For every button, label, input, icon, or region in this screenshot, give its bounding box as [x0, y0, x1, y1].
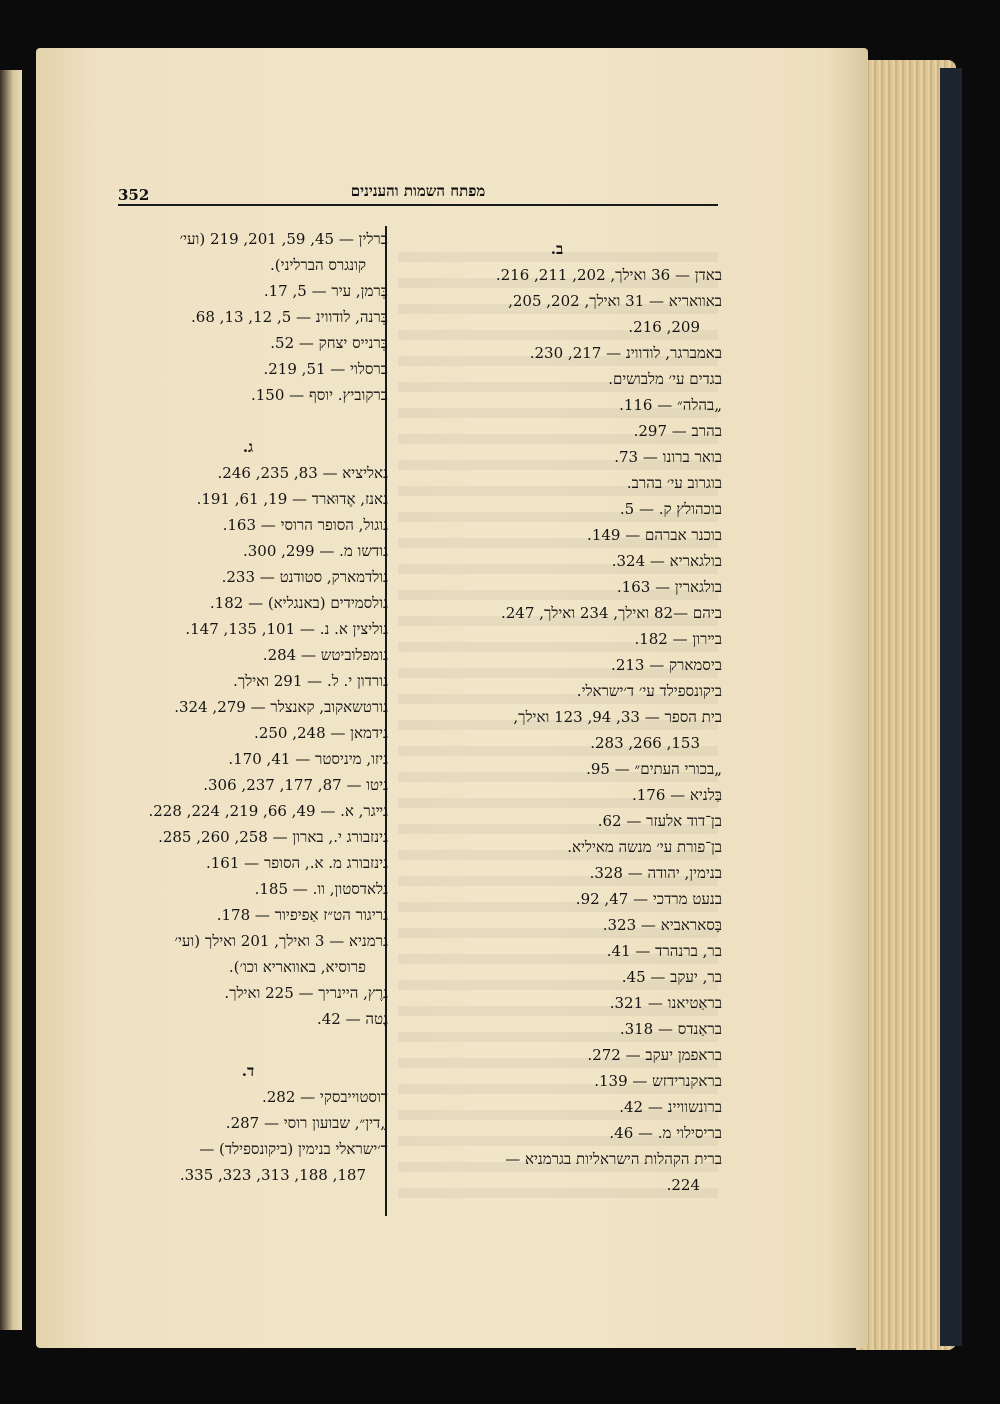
- index-entry: בײרון — 182.: [634, 630, 722, 648]
- index-entry: דוסטוייבסקי — 282.: [261, 1088, 388, 1106]
- index-entry: גרֶץ, היינריך — 225 ואילך.: [224, 984, 388, 1002]
- section-letter-gimel: ג.: [242, 438, 254, 456]
- index-entry: בנימין, יהודה — 328.: [589, 864, 722, 882]
- book-cover: [940, 68, 962, 1346]
- index-entry: „דין״, שבועון רוסי — 287.: [225, 1114, 388, 1132]
- index-entry: גולדמארק, סטודנט — 233.: [221, 568, 388, 586]
- left-top-entries: [108, 226, 388, 408]
- index-entry: בן־פורת עי׳ מנשה מאיליא.: [567, 838, 722, 856]
- index-entry: בגדים עי׳ מלבושים.: [608, 370, 722, 388]
- index-entry: בהרב — 297.: [633, 422, 722, 440]
- index-entry: קונגרס הברליני).: [270, 256, 366, 274]
- index-entry: בריסילוי מ. — 46.: [609, 1124, 722, 1142]
- header-rule: [118, 204, 718, 206]
- index-entry: בולגארין — 163.: [616, 578, 722, 596]
- index-entry: „בכורי העתים״ — 95.: [586, 760, 722, 778]
- index-entry: גיזו, מיניסטר — 41, 170.: [228, 750, 388, 768]
- index-entry: ד׳ישראלי בנימין (ביקונספילד) —: [199, 1140, 388, 1158]
- section-letter-dalet: ד.: [241, 1062, 255, 1080]
- index-entry: באמברגר, לודווינ — 217, 230.: [529, 344, 722, 362]
- index-entry: גוליצין א. נ. — 101, 135, 147.: [185, 620, 388, 638]
- index-entry: בראַנדס — 318.: [619, 1020, 722, 1038]
- index-entry: גיטו — 87, 177, 237, 306.: [203, 776, 388, 794]
- index-entry: בראפמן יעקב — 272.: [587, 1046, 722, 1064]
- running-title: מפתח השמות והענינים: [350, 182, 486, 200]
- index-entry: גודשו מ. — 299, 300.: [242, 542, 388, 560]
- left-page-edge: [0, 70, 22, 1330]
- index-entry: ברקוביץ. יוסף — 150.: [250, 386, 388, 404]
- index-entry: גולסמידים (באנגליא) — 182.: [209, 594, 388, 612]
- index-entry: ביסמארק — 213.: [611, 656, 722, 674]
- index-entry: גינזבורג י., בארון — 258, 260, 285.: [158, 828, 388, 846]
- index-entry: גורטשאקוב, קאנצלר — 279, 324.: [174, 698, 388, 716]
- index-entry: גריגור הט״ז אַפיפיור — 178.: [216, 906, 388, 924]
- index-entry: בולגאריא — 324.: [611, 552, 722, 570]
- index-entry: ברסלוי — 51, 219.: [263, 360, 388, 378]
- index-entry: ברית הקהלות הישראליות בגרמניא —: [505, 1150, 722, 1168]
- index-entry: בר, יעקב — 45.: [621, 968, 722, 986]
- index-entry: גורדון י. ל. — 291 ואילך.: [233, 672, 388, 690]
- index-entry: בְּרנה, לודווינ — 5, 12, 13, 68.: [191, 308, 388, 326]
- right-entries: [392, 262, 722, 1198]
- index-entry: 209, 216.: [628, 318, 700, 336]
- index-entry: בית הספר — 33, 94, 123 ואילך,: [513, 708, 722, 726]
- index-entry: פרוסיא, באוואריא וכו׳).: [228, 958, 366, 976]
- index-entry: בראקנרידזש — 139.: [594, 1072, 722, 1090]
- index-entry: 187, 188, 313, 323, 335.: [179, 1166, 366, 1184]
- index-entry: באדן — 36 ואילך, 202, 211, 216.: [495, 266, 722, 284]
- index-entry: בנעט מרדכי — 47, 92.: [575, 890, 722, 908]
- index-entry: באוואריא — 31 ואילך, 202, 205,: [508, 292, 722, 310]
- index-entry: גינזבורג מ. א., הסופר — 161.: [205, 854, 388, 872]
- gimel-entries: [108, 460, 388, 1032]
- index-entry: בְּרמן, עיר — 5, 17.: [263, 282, 388, 300]
- index-entry: בְּרנייס יצחק — 52.: [270, 334, 388, 352]
- index-entry: גֶטה — 42.: [316, 1010, 388, 1028]
- index-entry: גײגר, א. — 49, 66, 219, 224, 228.: [148, 802, 388, 820]
- index-entry: גלאדסטון, וו. — 185.: [254, 880, 388, 898]
- index-entry: ביהם —82 ואילך, 234 ואילך, 247.: [500, 604, 722, 622]
- index-entry: גוגול, הסופר הרוסי — 163.: [222, 516, 388, 534]
- index-entry: גידמאן — 248, 250.: [254, 724, 388, 742]
- index-entry: בוכהולץ ק. — 5.: [619, 500, 722, 518]
- index-entry: גרמניא — 3 ואילך, 201 ואילך (ועי׳: [174, 932, 388, 950]
- page-number: 352: [118, 186, 150, 204]
- index-entry: 224.: [666, 1176, 700, 1194]
- right-column: [392, 236, 722, 1198]
- index-entry: בראַטיאנו — 321.: [609, 994, 722, 1012]
- index-entry: 153, 266, 283.: [590, 734, 700, 752]
- index-entry: בואר ברונו — 73.: [614, 448, 722, 466]
- index-entry: ברלין — 45, 59, 201, 219 (ועי׳: [179, 230, 388, 248]
- index-entry: גאנז, אֶדוּארד — 19, 61, 191.: [196, 490, 388, 508]
- index-entry: גאליציא — 83, 235, 246.: [217, 464, 388, 482]
- index-entry: בן־דוד אלעזר — 62.: [597, 812, 722, 830]
- index-entry: בוכנר אברהם — 149.: [587, 526, 722, 544]
- index-entry: גומפלוביטש — 284.: [262, 646, 388, 664]
- index-entry: „בהלה״ — 116.: [619, 396, 722, 414]
- index-entry: ברונשוויינ — 42.: [619, 1098, 722, 1116]
- index-entry: בַּלניא — 176.: [631, 786, 722, 804]
- index-entry: בָּסאראביא — 323.: [602, 916, 722, 934]
- dalet-entries: [108, 1084, 388, 1188]
- index-entry: בר, ברנהרד — 41.: [606, 942, 722, 960]
- section-letter-bet: ב.: [550, 240, 564, 258]
- index-entry: בוגרוב עי׳ בהרב.: [626, 474, 722, 492]
- index-entry: ביקונספילד עי׳ ד׳ישראלי.: [576, 682, 722, 700]
- left-column: [108, 226, 388, 1188]
